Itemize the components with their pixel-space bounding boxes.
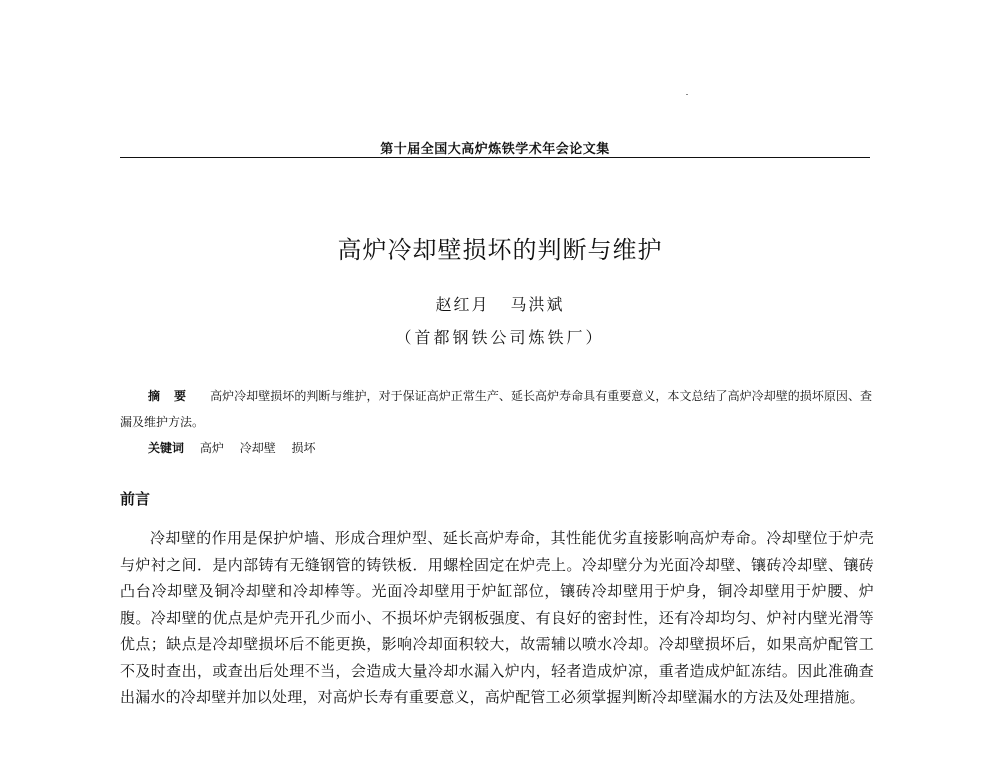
keyword: 冷却壁 — [239, 441, 276, 455]
running-header: 第十届全国大高炉炼铁学术年会论文集 — [380, 142, 610, 157]
header-rule — [120, 157, 870, 158]
paper-title: 高炉冷却壁损坏的判断与维护 — [337, 236, 663, 265]
body-paragraph: 冷却壁的作用是保护炉墙、形成合理炉型、延长高炉寿命，其性能优劣直接影响高炉寿命。冷却壁位于炉壳与炉衬之间．是内部铸有无缝钢管的铸铁板．用螺栓固定在炉壳上。冷却壁分为光面冷却壁、镶砖冷却壁、镶砖凸台冷却壁及铜冷却壁和冷却棒等。光面冷却壁用于炉缸部位，镶砖冷却壁用于炉身，铜冷却壁用于炉腰、炉腹。冷却壁的优点是炉壳开孔少而小、不损坏炉壳钢板强度、有良好的密封性，还有冷却均匀、炉衬内壁光滑等优点；缺点是冷却壁损坏后不能更换，影响冷却面积较大，故需辅以喷水冷却。冷却壁损坏后，如果高炉配管工不及时查出，或查出后处理不当，会造成大量冷却水漏入炉内，轻者造成炉凉，重者造成炉缸冻结。因此准确查出漏水的冷却壁并加以处理，对高炉长寿有重要意义，高炉配管工必须掌握判断冷却壁漏水的方法及处理措施。 — [120, 529, 874, 706]
scan-speck — [686, 94, 688, 95]
section-heading: 前言 — [120, 490, 151, 508]
keywords-label: 关键词 — [148, 441, 185, 455]
author-name: 马洪斌 — [510, 295, 565, 314]
author-name: 赵红月 — [435, 295, 490, 314]
abstract-text: 高炉冷却壁损坏的判断与维护，对于保证高炉正常生产、延长高炉寿命具有重要意义，本文总结了高炉冷却壁的损坏原因、查漏及维护方法。 — [120, 389, 872, 429]
cutoff-next-line — [160, 748, 330, 760]
keyword: 损坏 — [291, 441, 316, 455]
affiliation: （首都钢铁公司炼铁厂） — [395, 328, 605, 347]
abstract — [120, 383, 872, 435]
keyword: 高炉 — [199, 441, 224, 455]
abstract-label: 摘要 — [148, 389, 201, 403]
keywords — [120, 435, 872, 461]
author-line — [0, 292, 1000, 315]
